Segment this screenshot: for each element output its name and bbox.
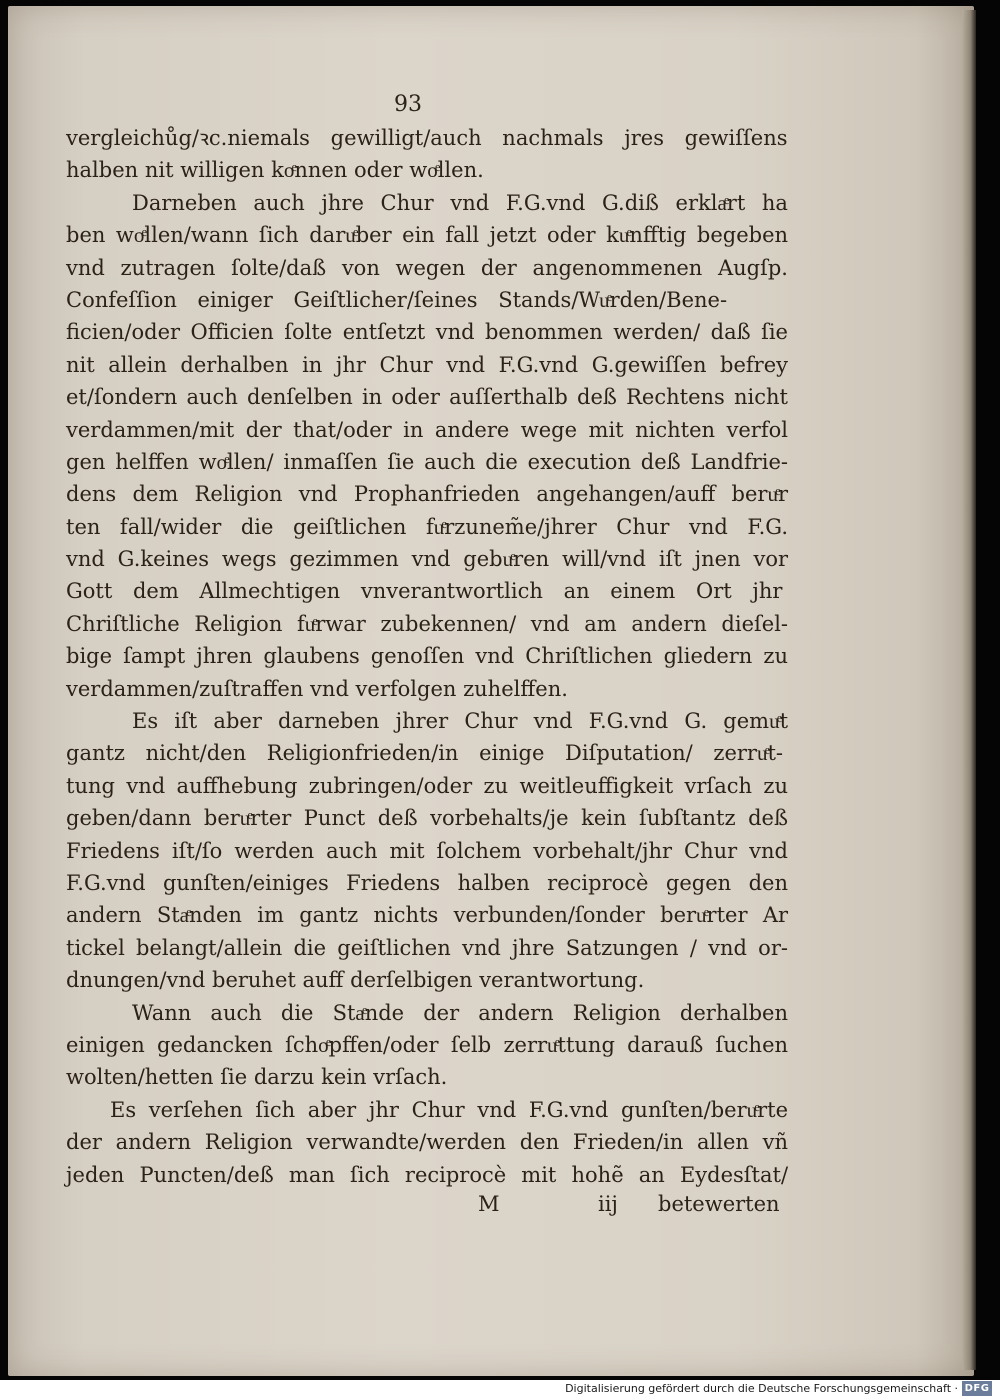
signature-mark: M: [478, 1192, 500, 1216]
text-line: gantz nicht/den Religionfrieden/in einige Diſputation/ zerruͤt-: [66, 741, 783, 766]
text-line: ben woͤllen/wann ſich daruͤber ein fall jetzt oder kuͤnfftig begeben: [66, 223, 789, 248]
text-line: nit allein derhalben in jhr Chur vnd F.G.vnd G.gewiſſen befrey: [66, 352, 789, 377]
text-line: vnd G.keines wegs gezimmen vnd gebuͤren will/vnd iſt jnen vor: [66, 547, 789, 572]
dfg-logo: DFG: [962, 1381, 992, 1396]
footer-credit: Digitalisierung gefördert durch die Deutsche Forschungsgemeinschaft ·: [565, 1382, 958, 1395]
text-line: Friedens iſt/ſo werden auch mit ſolchem vorbehalt/jhr Chur vnd: [66, 838, 788, 863]
text-line: geben/dann beruͤrter Punct deß vorbehalts/je kein ſubſtantz deß: [66, 806, 789, 831]
text-line: et/ſondern auch denſelben in oder auſſerthalb deß Rechtens nicht: [66, 385, 788, 410]
text-line: Darneben auch jhre Chur vnd F.G.vnd G.diß erklaͤrt ha: [132, 190, 788, 215]
text-line: dens dem Religion vnd Prophanfrieden angehangen/auff beruͤr: [66, 482, 788, 507]
text-line: vergleichůg/ꝛc.niemals gewilligt/auch nachmals jres gewiſſens: [66, 126, 788, 150]
page-text: [66, 122, 788, 1191]
catchword: betewerten: [658, 1192, 780, 1216]
text-line: halben nit willigen koͤnnen oder woͤllen.: [66, 158, 484, 183]
text-line: ten fall/wider die geiſtlichen fuͤrzunem̃e/jhrer Chur vnd F.G.: [66, 514, 789, 539]
text-line: F.G.vnd gunſten/einiges Friedens halben reciprocè gegen den: [66, 870, 789, 895]
text-line: jeden Puncten/deß man ſich reciprocè mit hohẽ an Eydesſtat/: [66, 1162, 789, 1187]
signature-number: iij: [598, 1192, 618, 1216]
text-line: dnungen/vnd beruhet auff derſelbigen verantwortung.: [66, 968, 645, 993]
text-line: verdammen/zuſtraffen vnd verfolgen zuhelffen.: [66, 676, 568, 701]
text-line: Es iſt aber darneben jhrer Chur vnd F.G.vnd G. gemuͤt: [132, 709, 789, 734]
text-line: ficien/oder Officien ſolte entſetzt vnd benommen werden/ daß ſie: [66, 320, 788, 345]
text-line: tickel belangt/allein die geiſtlichen vnd jhre Satzungen / vnd or-: [66, 935, 788, 960]
text-line: wolten/hetten ſie darzu kein vrſach.: [66, 1065, 448, 1090]
text-line: tung vnd auffhebung zubringen/oder zu weitleuffigkeit vrſach zu: [66, 773, 788, 798]
text-line: bige ſampt jhren glaubens genoſſen vnd Chriſtlichen gliedern zu: [66, 644, 788, 669]
text-line: der andern Religion verwandte/werden den Frieden/in allen vñ: [66, 1130, 788, 1155]
page-edge: [962, 10, 976, 1370]
text-line: gen helffen woͤllen/ inmaſſen ſie auch die execution deß Landfrie-: [66, 449, 788, 474]
text-line: verdammen/mit der that/oder in andere wege mit nichten verfol: [66, 417, 788, 442]
text-line: Gott dem Allmechtigen vnverantwortlich an einem Ort jhr: [66, 579, 783, 604]
text-line: andern Staͤnden im gantz nichts verbunden/ſonder beruͤrter Ar: [66, 903, 789, 928]
page-number: 93: [394, 92, 422, 117]
text-line: vnd zutragen ſolte/daß von wegen der angenommenen Augſp.: [66, 255, 788, 280]
text-line: Confeſſion einiger Geiſtlicher/ſeines Stands/Wuͤrden/Bene-: [66, 287, 728, 312]
text-line: einigen gedancken ſchoͤpffen/oder ſelb zerruͤttung darauß ſuchen: [66, 1032, 789, 1057]
text-line: Es verſehen ſich aber jhr Chur vnd F.G.vnd gunſten/beruͤrte: [110, 1097, 789, 1122]
text-line: Chriſtliche Religion fuͤrwar zubekennen/ vnd am andern dieſel-: [66, 611, 789, 636]
text-line: Wann auch die Staͤnde der andern Religion derhalben: [132, 1000, 788, 1025]
